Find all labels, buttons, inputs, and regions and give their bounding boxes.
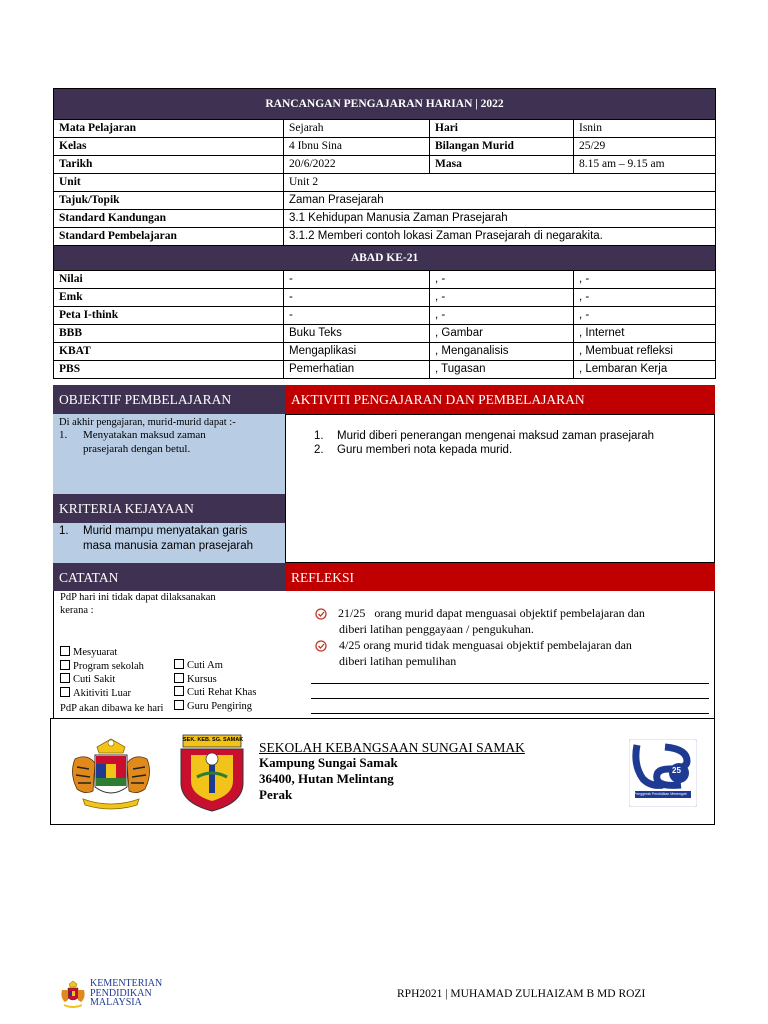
abad-cell: , - <box>574 271 716 289</box>
abad-label: BBB <box>54 325 284 343</box>
aktiviti-header: AKTIVITI PENGAJARAN DAN PEMBELAJARAN <box>285 385 715 414</box>
badge-number: 25 <box>672 766 681 775</box>
abad-row <box>54 307 716 325</box>
writing-line <box>311 698 709 699</box>
label-mata-pelajaran: Mata Pelajaran <box>54 120 284 138</box>
abad-cell: - <box>284 307 430 325</box>
abad-cell: , Gambar <box>430 325 574 343</box>
check-circle-icon <box>315 640 327 652</box>
option-checkbox[interactable] <box>60 660 144 674</box>
refleksi-line: 4/25 orang murid tidak menguasai objektif pembelajaran dan <box>339 638 632 652</box>
abad-label: KBAT <box>54 343 284 361</box>
kriteria-item-line: Murid mampu menyatakan garis <box>83 525 248 537</box>
value-standard-pembelajaran: 3.1.2 Memberi contoh lokasi Zaman Prasejarah di negarakita. <box>284 228 716 246</box>
ministry-name-line: KEMENTERIAN <box>90 978 163 989</box>
checkbox-icon[interactable] <box>60 646 70 656</box>
abad-cell: , - <box>574 289 716 307</box>
kriteria-item-line: masa manusia zaman prasejarah <box>83 540 254 552</box>
option-checkbox[interactable] <box>174 686 256 700</box>
label-tarikh: Tarikh <box>54 156 284 174</box>
checkbox-icon[interactable] <box>174 686 184 696</box>
abad-row <box>54 361 716 379</box>
abad-cell: , Internet <box>574 325 716 343</box>
option-checkbox[interactable] <box>174 700 256 714</box>
abad-cell: , - <box>430 289 574 307</box>
value-tarikh: 20/6/2022 <box>284 156 430 174</box>
objektif-header: OBJEKTIF PEMBELAJARAN <box>53 385 285 414</box>
label-bilangan-murid: Bilangan Murid <box>430 138 574 156</box>
abad-cell: Buku Teks <box>284 325 430 343</box>
badge-caption: Penggerak Pendidikan Menengah <box>634 792 687 796</box>
option-label: Program sekolah <box>73 660 144 672</box>
aktiviti-item-text: Guru memberi nota kepada murid. <box>337 444 513 456</box>
school-banner <box>50 718 715 825</box>
checkbox-icon[interactable] <box>60 660 70 670</box>
abad-label: Peta I-think <box>54 307 284 325</box>
check-circle-icon <box>315 608 327 620</box>
ministry-name-line: PENDIDIKAN <box>90 987 152 999</box>
ministry-logo-icon <box>60 980 86 1010</box>
abad-row <box>54 271 716 289</box>
school-address-line: Kampung Sungai Samak <box>259 755 398 770</box>
option-checkbox[interactable] <box>60 646 144 660</box>
school-crest-icon <box>177 733 247 813</box>
crest-text: SEK. KEB. SG. SAMAK <box>183 737 244 743</box>
abad-row <box>54 325 716 343</box>
objektif-item-number: 1. <box>59 429 68 441</box>
catatan-header: CATATAN <box>53 563 285 591</box>
option-checkbox[interactable] <box>174 659 256 673</box>
value-tajuk: Zaman Prasejarah <box>284 192 716 210</box>
abad-cell: , Tugasan <box>430 361 574 379</box>
objektif-item-line: Menyatakan maksud zaman <box>83 429 206 441</box>
checkbox-icon[interactable] <box>60 687 70 697</box>
option-checkbox[interactable] <box>60 673 144 687</box>
catatan-body <box>53 591 285 718</box>
option-checkbox[interactable] <box>60 687 144 701</box>
catatan-line: kerana : <box>60 605 94 616</box>
refleksi-line: diberi latihan pemulihan <box>339 654 457 668</box>
value-unit: Unit 2 <box>284 174 716 192</box>
option-label: Kursus <box>187 673 217 685</box>
option-label: Akitiviti Luar <box>73 687 132 699</box>
abad-cell: Mengaplikasi <box>284 343 430 361</box>
label-kelas: Kelas <box>54 138 284 156</box>
abad-cell: , Membuat refleksi <box>574 343 716 361</box>
checkbox-icon[interactable] <box>174 700 184 710</box>
value-mata-pelajaran: Sejarah <box>284 120 430 138</box>
option-checkbox[interactable] <box>174 673 256 687</box>
label-standard-pembelajaran: Standard Pembelajaran <box>54 228 284 246</box>
value-bilangan-murid: 25/29 <box>574 138 716 156</box>
aktiviti-item-number: 1. <box>314 430 324 442</box>
rph-title: RANCANGAN PENGAJARAN HARIAN | 2022 <box>54 89 716 120</box>
checkbox-icon[interactable] <box>174 673 184 683</box>
option-label: Cuti Rehat Khas <box>187 687 257 698</box>
catatan-options-col1 <box>60 646 144 700</box>
kriteria-body <box>53 523 285 563</box>
option-label: Cuti Am <box>187 660 223 671</box>
abad-title: ABAD KE-21 <box>54 246 716 271</box>
anniversary-badge-icon <box>629 739 697 807</box>
abad-label: Emk <box>54 289 284 307</box>
abad-row <box>54 343 716 361</box>
school-address-line: Perak <box>259 787 293 802</box>
writing-line <box>311 683 709 684</box>
aktiviti-body <box>285 414 715 563</box>
writing-line <box>311 713 709 714</box>
refleksi-header: REFLEKSI <box>285 563 715 591</box>
ministry-name-line: MALAYSIA <box>90 997 142 1008</box>
abad-cell: - <box>284 289 430 307</box>
abad-cell: , - <box>574 307 716 325</box>
abad-cell: Pemerhatian <box>284 361 430 379</box>
catatan-line: PdP hari ini tidak dapat dilaksanakan <box>60 592 216 603</box>
abad-cell: , Lembaran Kerja <box>574 361 716 379</box>
refleksi-line: 21/25 orang murid dapat menguasai objektif pembelajaran dan <box>335 606 645 620</box>
kriteria-item-number: 1. <box>59 525 69 537</box>
aktiviti-item-number: 2. <box>314 444 324 456</box>
abad-cell: - <box>284 271 430 289</box>
catatan-footer: PdP akan dibawa ke hari <box>60 703 164 714</box>
label-tajuk: Tajuk/Topik <box>54 192 284 210</box>
value-standard-kandungan: 3.1 Kehidupan Manusia Zaman Prasejarah <box>284 210 716 228</box>
kriteria-header: KRITERIA KEJAYAAN <box>53 494 285 523</box>
value-masa: 8.15 am – 9.15 am <box>574 156 716 174</box>
refleksi-body <box>285 591 715 718</box>
footer-credit: RPH2021 | MUHAMAD ZULHAIZAM B MD ROZI <box>397 988 646 1000</box>
coat-of-arms-icon <box>65 733 157 813</box>
objektif-item-line: prasejarah dengan betul. <box>83 443 191 455</box>
checkbox-icon[interactable] <box>174 659 184 669</box>
value-kelas: 4 Ibnu Sina <box>284 138 430 156</box>
objektif-body <box>53 414 285 494</box>
abad-cell: , - <box>430 307 574 325</box>
abad-cell: , Menganalisis <box>430 343 574 361</box>
checkbox-icon[interactable] <box>60 673 70 683</box>
label-standard-kandungan: Standard Kandungan <box>54 210 284 228</box>
catatan-options-col2 <box>174 659 256 713</box>
abad-cell: , - <box>430 271 574 289</box>
label-masa: Masa <box>430 156 574 174</box>
ministry-name <box>90 979 162 1008</box>
rph-info-table <box>53 88 716 379</box>
abad-label: Nilai <box>54 271 284 289</box>
school-address-line: 36400, Hutan Melintang <box>259 771 394 786</box>
abad-label: PBS <box>54 361 284 379</box>
label-hari: Hari <box>430 120 574 138</box>
option-label: Guru Pengiring <box>187 700 253 712</box>
aktiviti-item-text: Murid diberi penerangan mengenai maksud zaman prasejarah <box>337 430 655 442</box>
refleksi-line: diberi latihan penggayaan / pengukuhan. <box>339 622 534 636</box>
school-name: SEKOLAH KEBANGSAAN SUNGAI SAMAK <box>259 740 525 755</box>
label-unit: Unit <box>54 174 284 192</box>
abad-row <box>54 289 716 307</box>
option-label: Cuti Sakit <box>73 674 116 685</box>
value-hari: Isnin <box>574 120 716 138</box>
objektif-intro: Di akhir pengajaran, murid-murid dapat :- <box>59 417 236 428</box>
option-label: Mesyuarat <box>73 647 118 658</box>
